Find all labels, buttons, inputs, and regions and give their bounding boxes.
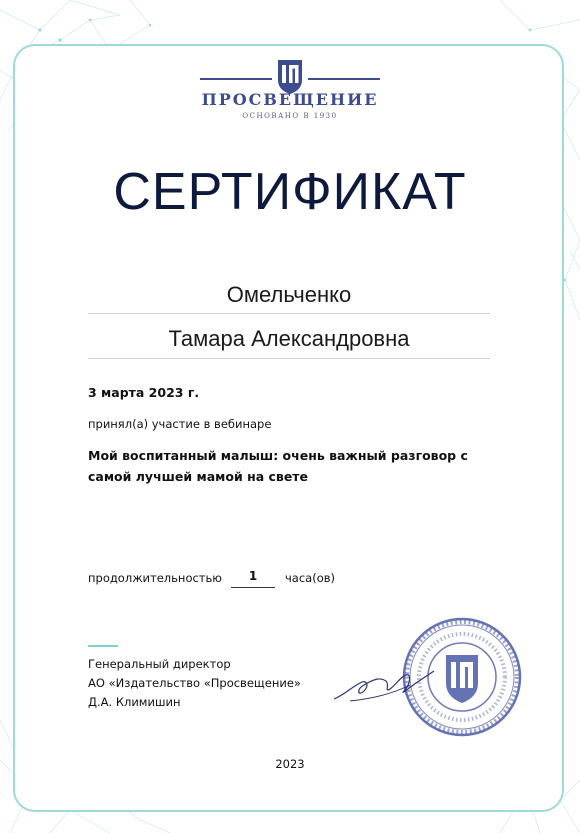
event-date: 3 марта 2023 г. bbox=[88, 385, 200, 400]
publisher-founded: ОСНОВАНО В 1930 bbox=[242, 112, 338, 120]
webinar-title: Мой воспитанный малыш: очень важный разговор с самой лучшей мамой на свете bbox=[88, 448, 468, 484]
publisher-name: ПРОСВЕЩЕНИЕ bbox=[201, 90, 379, 109]
signature-icon bbox=[330, 655, 440, 715]
certificate-year: 2023 bbox=[275, 757, 305, 771]
signatory-organization: АО «Издательство «Просвещение» bbox=[88, 676, 301, 690]
signatory-name: Д.А. Климишин bbox=[88, 695, 181, 709]
duration-label: продолжительностью bbox=[88, 571, 222, 585]
certificate-title: СЕРТИФИКАТ bbox=[113, 163, 467, 221]
duration-unit: часа(ов) bbox=[285, 571, 335, 585]
divider bbox=[88, 358, 490, 359]
duration-line bbox=[88, 569, 388, 593]
divider bbox=[88, 313, 490, 314]
accent-line bbox=[88, 645, 118, 647]
signatory-position: Генеральный директор bbox=[88, 657, 231, 671]
duration-hours: 1 bbox=[231, 569, 275, 588]
recipient-given-names: Тамара Александровна bbox=[168, 326, 410, 351]
recipient-surname: Омельченко bbox=[226, 282, 352, 307]
participation-text: принял(а) участие в вебинаре bbox=[88, 417, 272, 431]
